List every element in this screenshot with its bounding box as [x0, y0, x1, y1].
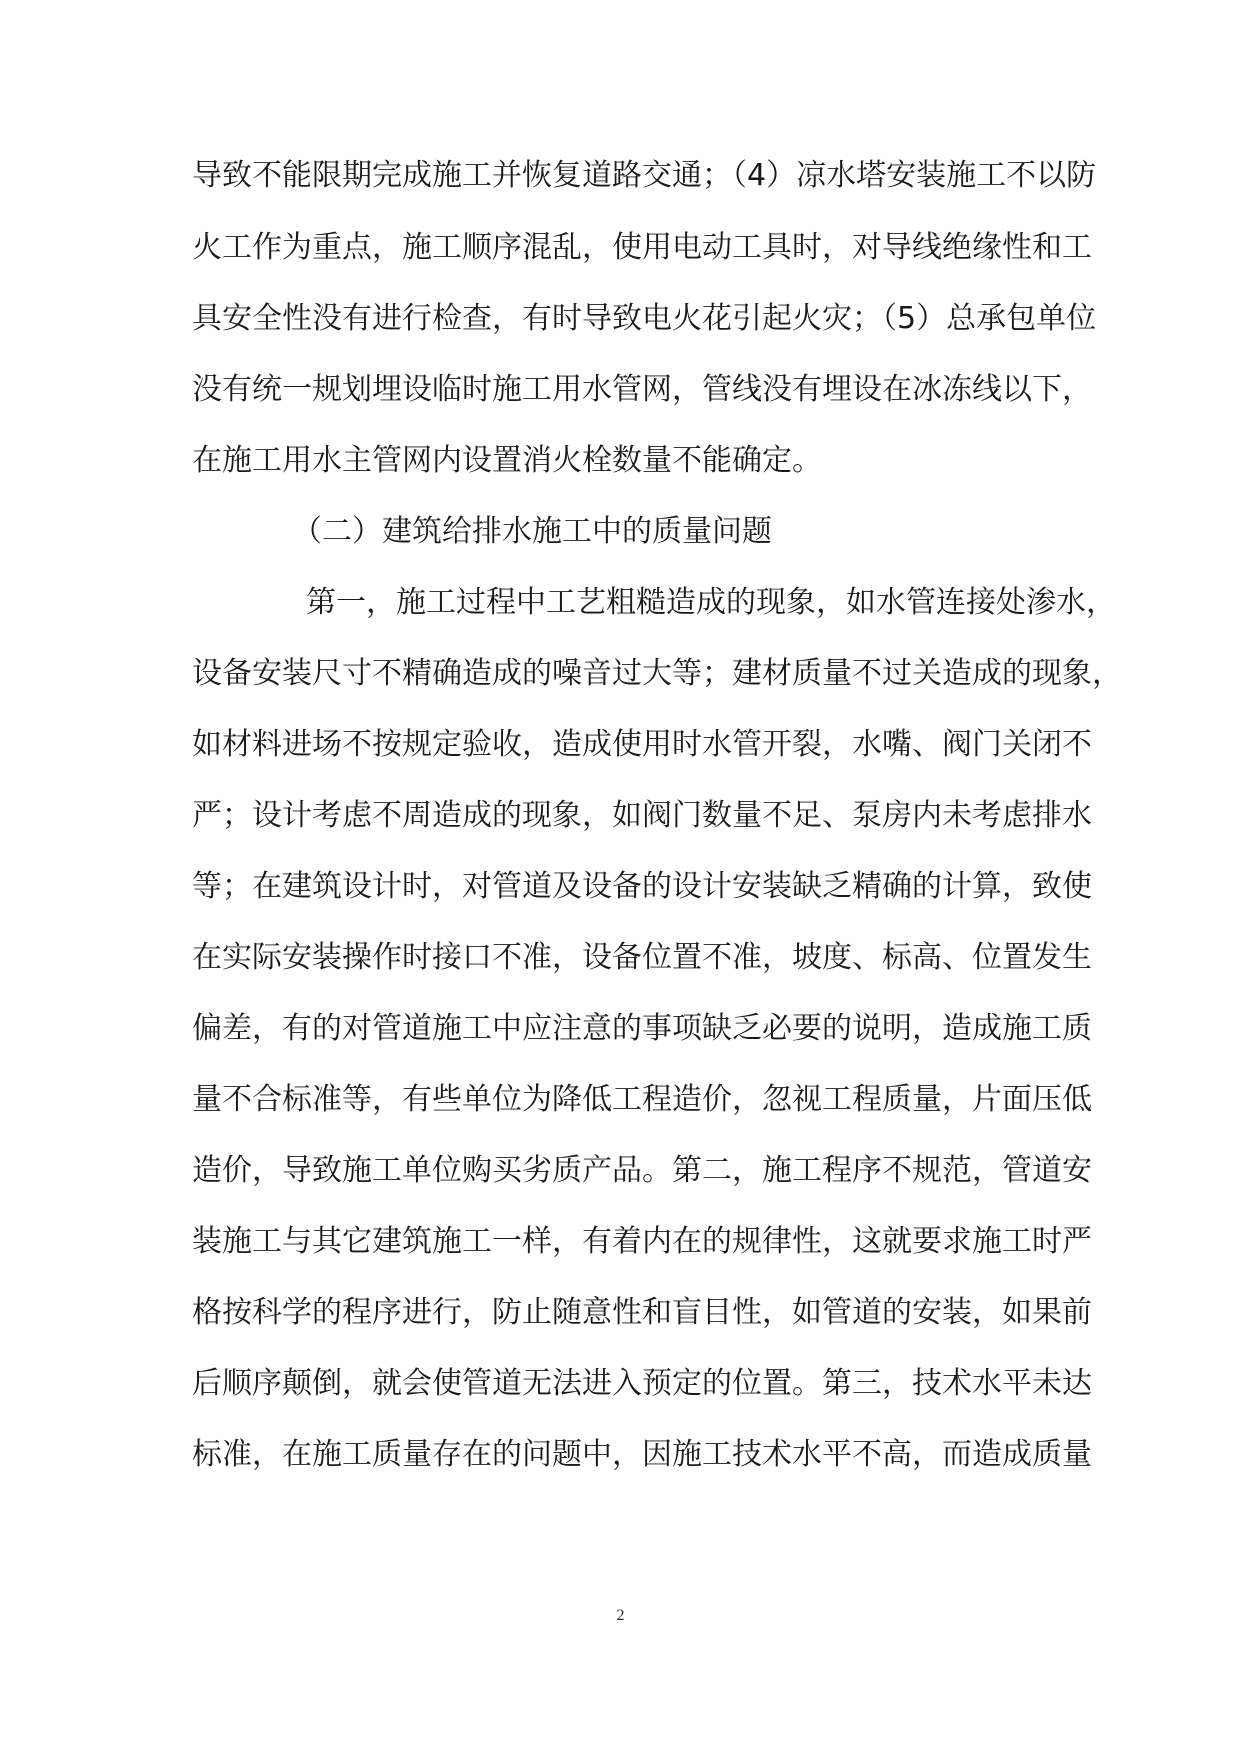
page-number: 2 — [616, 1607, 625, 1624]
body-text-line: 造价，导致施工单位购买劣质产品。第二，施工程序不规范，管道安 — [192, 1153, 1092, 1188]
body-text-line: 火工作为重点，施工顺序混乱，使用电动工具时，对导线绝缘性和工 — [192, 230, 1092, 265]
body-text-line: 具安全性没有进行检查，有时导致电火花引起火灾；（5）总承包单位 — [192, 301, 1097, 336]
body-text-line: 标准，在施工质量存在的问题中，因施工技术水平不高，而造成质量 — [192, 1437, 1092, 1472]
body-text-line: 装施工与其它建筑施工一样，有着内在的规律性，这就要求施工时严 — [192, 1224, 1092, 1259]
body-text-line: 在施工用水主管网内设置消火栓数量不能确定。 — [192, 443, 822, 478]
paragraph-first-line: 第一，施工过程中工艺粗糙造成的现象，如水管连接处渗水， — [306, 585, 1116, 620]
body-text-line: 设备安装尺寸不精确造成的噪音过大等；建材质量不过关造成的现象， — [192, 656, 1122, 691]
section-heading: （二）建筑给排水施工中的质量问题 — [292, 514, 772, 549]
body-text-line: 没有统一规划埋设临时施工用水管网，管线没有埋设在冰冻线以下， — [192, 372, 1092, 407]
body-text-line: 格按科学的程序进行，防止随意性和盲目性，如管道的安装，如果前 — [192, 1295, 1092, 1330]
body-text-line: 在实际安装操作时接口不准，设备位置不准，坡度、标高、位置发生 — [192, 940, 1092, 975]
body-text-line: 偏差，有的对管道施工中应注意的事项缺乏必要的说明，造成施工质 — [192, 1011, 1092, 1046]
body-text-line: 严；设计考虑不周造成的现象，如阀门数量不足、泵房内未考虑排水 — [192, 798, 1092, 833]
body-text-line: 量不合标准等，有些单位为降低工程造价，忽视工程质量，片面压低 — [192, 1082, 1092, 1117]
body-text-line: 等；在建筑设计时，对管道及设备的设计安装缺乏精确的计算，致使 — [192, 869, 1092, 904]
body-text-line: 后顺序颠倒，就会使管道无法进入预定的位置。第三，技术水平未达 — [192, 1366, 1092, 1401]
body-text-line: 导致不能限期完成施工并恢复道路交通；（4）凉水塔安装施工不以防 — [192, 158, 1097, 193]
body-text-line: 如材料进场不按规定验收，造成使用时水管开裂，水嘴、阀门关闭不 — [192, 727, 1092, 762]
